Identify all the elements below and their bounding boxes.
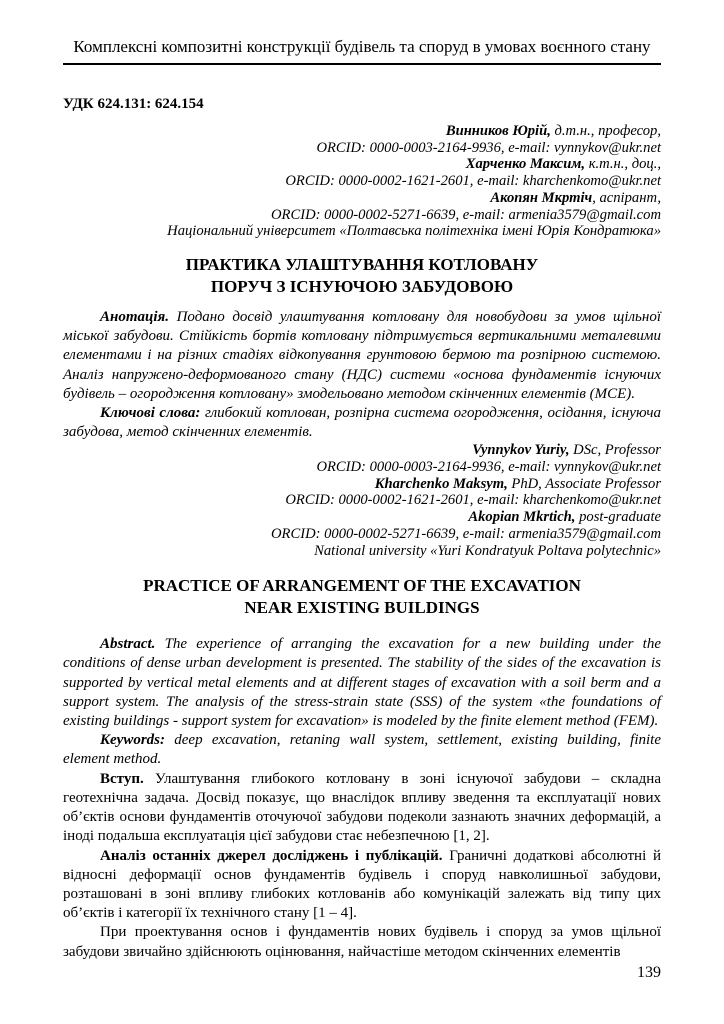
author-degree: д.т.н., професор, — [550, 123, 661, 139]
author-degree: к.т.н., доц., — [585, 156, 661, 173]
paper-title-en-line2: NEAR EXISTING BUILDINGS — [244, 598, 480, 618]
abstract-uk-text: Подано досвід улаштування котловану для новобудови за умов щільної міської забудови. Стійкість бортів котловану підтримується вертикальними металевими елементами і на різних стадіях відкопування грунтовою бермою та розпірною системою. Аналіз напружено-деформованого стану (НДС) системи «основа фундаментів існуючих будівель – огородження котловану» змодельовано методом скінченних елементів (МСЕ). — [63, 308, 661, 402]
affiliation: National university «Yuri Kondratyuk Poltava polytechnic» — [314, 542, 661, 559]
author-orcid-email: ORCID: 0000-0002-1621-2601, e-mail: kharchenkomo@ukr.net — [285, 492, 661, 509]
body-text: При проектування основ і фундаментів нових будівель і споруд за умов щільної забудови звичайно здійснюють оцінювання, найчастіше методом скінченних елементів — [63, 924, 661, 960]
intro-paragraph — [63, 770, 661, 847]
author-degree: post-graduate — [575, 509, 661, 526]
author-name: Акопян Мкртіч — [490, 189, 593, 206]
intro-text: Улаштування глибокого котловану в зоні існуючої забудови – складна геотехнічна задача. Досвід показує, що внаслідок впливу зведення та експлуатації нових об’єктів основи фундаментів оточуючої забудови подеколи зазнають значних деформацій, а іноді подальша експлуатація цієї забудови стає небезпечною [1, 2]. — [63, 770, 661, 845]
affiliation-line — [63, 223, 661, 240]
abstract-en — [63, 635, 661, 731]
author-degree: DSc, Professor — [569, 442, 661, 459]
paper-title-uk — [63, 254, 661, 298]
authors-en-block — [63, 442, 661, 559]
author-line — [63, 123, 661, 140]
author-name: Винников Юрій, — [445, 123, 551, 139]
author-orcid-email: ORCID: 0000-0002-5271-6639, e-mail: armenia3579@gmail.com — [271, 206, 661, 223]
body-paragraph — [63, 923, 661, 961]
author-orcid-line — [63, 173, 661, 190]
author-line — [63, 476, 661, 493]
authors-uk-block — [63, 123, 661, 240]
section-lead-intro: Вступ. — [100, 770, 144, 787]
abstract-uk-lead: Анотація. — [100, 308, 169, 325]
article-body — [63, 770, 661, 962]
paper-title-uk-line1: ПРАКТИКА УЛАШТУВАННЯ КОТЛОВАНУ — [185, 254, 539, 274]
author-degree: , аспірант, — [592, 189, 661, 206]
author-orcid-line — [63, 207, 661, 224]
page-number: 139 — [637, 964, 661, 981]
abstract-en-text: The experience of arranging the excavation for a new building under the conditions of dense urban development is presented. The stability of the sides of the excavation is supported by vertical metal elements and at different stages of excavation with a soil berm and a support system. The analysis of the stress-strain state (SSS) of the system «the foundations of existing buildings - support system for excavation» is modeled by the finite element method (FEM). — [63, 636, 661, 730]
author-name: Kharchenko Maksym, — [374, 475, 508, 492]
paper-title-en — [63, 575, 661, 619]
author-name: Харченко Максим, — [465, 156, 586, 173]
keywords-uk-lead: Ключові слова: — [100, 404, 201, 421]
abstract-en-lead: Abstract. — [100, 636, 156, 653]
author-line — [63, 190, 661, 207]
author-line — [63, 156, 661, 173]
author-name: Akopian Mkrtich, — [468, 509, 576, 526]
section-lead-analysis: Аналіз останніх джерел досліджень і публікацій. — [100, 847, 443, 864]
keywords-en — [63, 731, 661, 769]
author-degree: PhD, Associate Professor — [507, 475, 661, 492]
author-orcid-email: ORCID: 0000-0002-1621-2601, e-mail: kharchenkomo@ukr.net — [285, 173, 661, 190]
abstract-uk — [63, 308, 661, 404]
author-orcid-email: ORCID: 0000-0002-5271-6639, e-mail: armenia3579@gmail.com — [271, 525, 661, 542]
keywords-uk — [63, 404, 661, 442]
author-orcid-email: ORCID: 0000-0003-2164-9936, e-mail: vynnykov@ukr.net — [316, 459, 661, 476]
author-orcid-line — [63, 492, 661, 509]
journal-header-title: Комплексні композитні конструкції будівель та споруд в умовах воєнного стану — [63, 36, 661, 65]
author-line — [63, 509, 661, 526]
paper-title-uk-line2: ПОРУЧ З ІСНУЮЧОЮ ЗАБУДОВОЮ — [210, 276, 514, 296]
author-orcid-email: ORCID: 0000-0003-2164-9936, e-mail: vynnykov@ukr.net — [316, 139, 661, 156]
keywords-en-lead: Keywords: — [100, 732, 165, 749]
analysis-paragraph — [63, 847, 661, 924]
keywords-en-text: deep excavation, retaning wall system, settlement, existing building, finite element method. — [63, 732, 661, 768]
udc-code: УДК 624.131: 624.154 — [63, 96, 204, 112]
author-orcid-line — [63, 140, 661, 157]
keywords-uk-text: глибокий котлован, розпірна система огородження, осідання, існуюча забудова, метод скінченних елементів. — [63, 404, 661, 441]
author-orcid-line — [63, 526, 661, 543]
author-orcid-line — [63, 459, 661, 476]
affiliation: Національний університет «Полтавська політехніка імені Юрія Кондратюка» — [167, 223, 661, 240]
author-line — [63, 442, 661, 459]
paper-title-en-line1: PRACTICE OF ARRANGEMENT OF THE EXCAVATION — [143, 576, 581, 596]
analysis-text: Граничні додаткові абсолютні й відносні деформації основ фундаментів будівель і споруд навколишньої забудови, розташовані в зоні впливу глибоких котлованів або комунікацій залежать від типу цих об’єктів і категорії їх технічного стану [1 – 4]. — [63, 847, 661, 922]
author-name: Vynnykov Yuriy, — [472, 442, 570, 459]
affiliation-line — [63, 543, 661, 560]
